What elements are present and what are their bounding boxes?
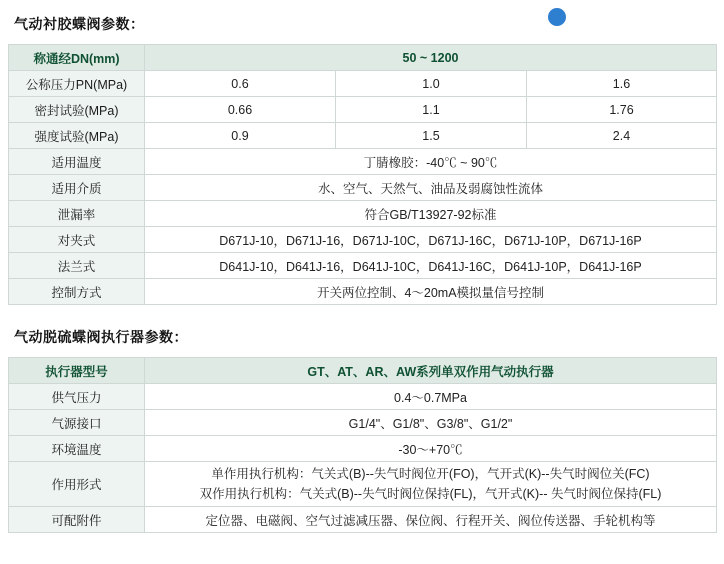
row-label-ambient-temperature: 环境温度 <box>9 436 145 462</box>
cell-value: D641J-10，D641J-16，D641J-10C，D641J-16C，D641J-10P，D641J-16P <box>145 253 717 279</box>
cell-value: 0.9 <box>145 123 336 149</box>
cell-value: 2.4 <box>527 123 717 149</box>
document-page <box>0 14 724 564</box>
row-label-temperature: 适用温度 <box>9 149 145 175</box>
table-actuator-params <box>8 357 717 533</box>
cell-value: 符合GB/T13927-92标准 <box>145 201 717 227</box>
cell-value: 水、空气、天然气、油品及弱腐蚀性流体 <box>145 175 717 201</box>
table-row <box>9 507 717 533</box>
row-label-action-type: 作用形式 <box>9 462 145 507</box>
row-label-accessories: 可配附件 <box>9 507 145 533</box>
table-row <box>9 358 717 384</box>
table-row <box>9 279 717 305</box>
table-row <box>9 227 717 253</box>
table-row <box>9 462 717 507</box>
cell-value: 1.76 <box>527 97 717 123</box>
row-label-medium: 适用介质 <box>9 175 145 201</box>
table-row <box>9 149 717 175</box>
row-label-seal-test: 密封试验(MPa) <box>9 97 145 123</box>
row-label-control-mode: 控制方式 <box>9 279 145 305</box>
row-label-strength-test: 强度试验(MPa) <box>9 123 145 149</box>
cell-value: -30～+70℃ <box>145 436 717 462</box>
table-valve-params <box>8 44 717 305</box>
table-row <box>9 45 717 71</box>
header-label-actuator-model: 执行器型号 <box>9 358 145 384</box>
table-row <box>9 384 717 410</box>
action-type-line-1: 单作用执行机构：气关式(B)--失气时阀位开(FO)，气开式(K)--失气时阀位关(FC) <box>211 467 650 481</box>
cell-value: 0.66 <box>145 97 336 123</box>
table-row <box>9 253 717 279</box>
cell-value: 0.4～0.7MPa <box>145 384 717 410</box>
cell-value: 开关两位控制、4～20mA模拟量信号控制 <box>145 279 717 305</box>
table-row <box>9 71 717 97</box>
header-label-dn: 称通经DN(mm) <box>9 45 145 71</box>
cell-value: 0.6 <box>145 71 336 97</box>
table-row <box>9 201 717 227</box>
table-row <box>9 436 717 462</box>
cell-value: 1.1 <box>336 97 527 123</box>
row-label-leakage: 泄漏率 <box>9 201 145 227</box>
action-type-line-2: 双作用执行机构：气关式(B)--失气时阀位保持(FL)，气开式(K)-- 失气时阀位保持(FL) <box>199 487 662 501</box>
table-row <box>9 410 717 436</box>
cell-value: 1.5 <box>336 123 527 149</box>
row-label-supply-pressure: 供气压力 <box>9 384 145 410</box>
header-value-dn-range: 50 ~ 1200 <box>145 45 717 71</box>
row-label-flange-type: 法兰式 <box>9 253 145 279</box>
row-label-nominal-pressure: 公称压力PN(MPa) <box>9 71 145 97</box>
decorative-dot <box>548 8 566 26</box>
table-row <box>9 97 717 123</box>
row-label-air-port: 气源接口 <box>9 410 145 436</box>
section-title-valve-params: 气动衬胶蝶阀参数： <box>14 16 145 32</box>
cell-value: D671J-10，D671J-16，D671J-10C，D671J-16C，D671J-10P，D671J-16P <box>145 227 717 253</box>
section-title-actuator-params: 气动脱硫蝶阀执行器参数： <box>14 329 188 345</box>
cell-value: 1.6 <box>527 71 717 97</box>
cell-value: G1/4"、G1/8"、G3/8"、G1/2" <box>145 410 717 436</box>
cell-value: 1.0 <box>336 71 527 97</box>
table-row <box>9 175 717 201</box>
cell-value: 定位器、电磁阀、空气过滤减压器、保位阀、行程开关、阀位传送器、手轮机构等 <box>145 507 717 533</box>
row-label-wafer-type: 对夹式 <box>9 227 145 253</box>
cell-value-action-type <box>145 462 717 507</box>
cell-value: 丁腈橡胶：-40℃ ~ 90℃ <box>145 149 717 175</box>
table-row <box>9 123 717 149</box>
header-value-actuator-series: GT、AT、AR、AW系列单双作用气动执行器 <box>145 358 717 384</box>
